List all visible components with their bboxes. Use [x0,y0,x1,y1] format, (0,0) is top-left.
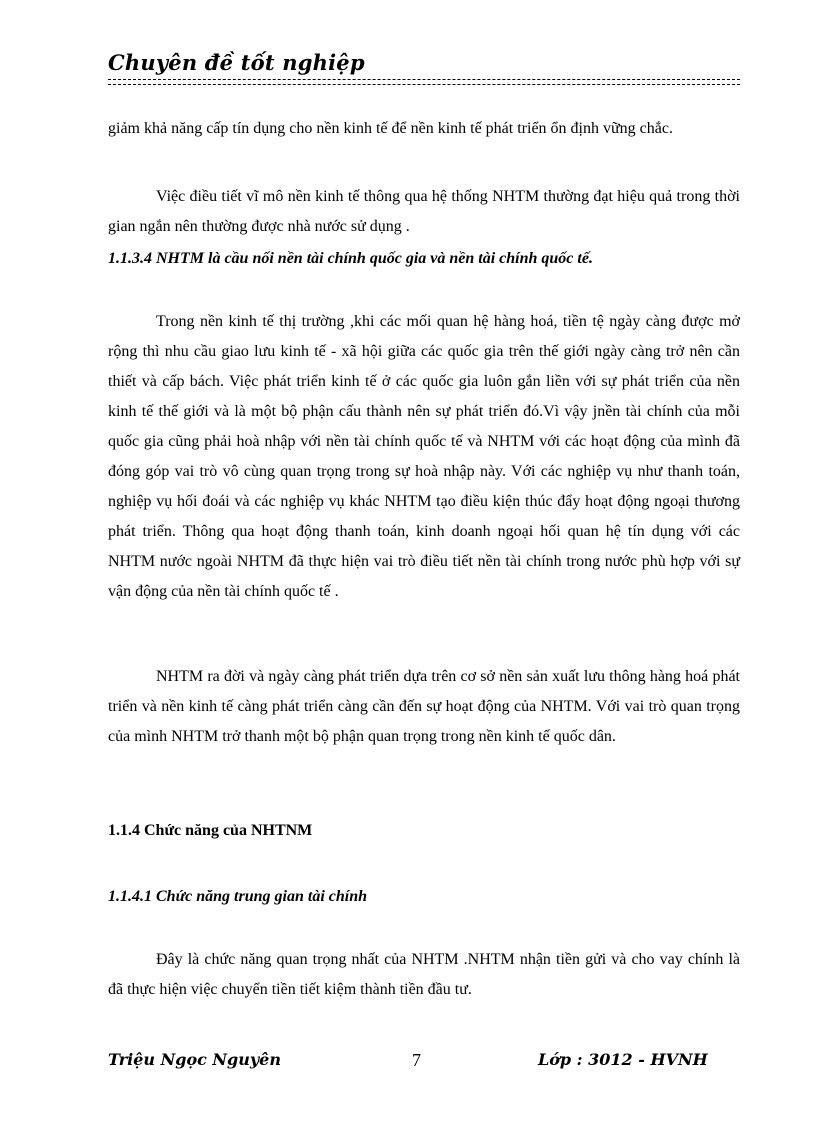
section-heading-1-1-3-4: 1.1.3.4 NHTM là cầu nối nền tài chính quốc gia và nền tài chính quốc tế. [108,250,593,267]
section-heading-1-1-4: 1.1.4 Chức năng của NHTNM [108,822,313,839]
page-number: 7 [412,1050,421,1070]
section-heading-1-1-4-1: 1.1.4.1 Chức năng trung gian tài chính [108,888,367,905]
document-header-title: Chuyên đề tốt nghiệp [108,50,365,75]
header-divider-top [108,79,740,80]
header-divider-bottom [108,84,740,85]
footer-class-label: Lớp : 3012 - HVNH [538,1050,708,1069]
footer-author: Triệu Ngọc Nguyên [108,1050,281,1069]
paragraph-nhtm-development: NHTM ra đời và ngày càng phát triển dựa trên cơ sở nền sản xuất lưu thông hàng hoá phát triển và nền kinh tế càng phát triển càng cần đến sự hoạt động của NHTM. Với vai trò quan trọng của mình NHTM trở thanh một bộ phận quan trọng trong nền kinh tế quốc dân. [108,668,740,745]
paragraph-continuation: giảm khả năng cấp tín dụng cho nền kinh tế để nền kinh tế phát triển ổn định vững chắc. [108,120,673,137]
paragraph-financial-bridge: Trong nền kinh tế thị trường ,khi các mối quan hệ hàng hoá, tiền tệ ngày càng được mở rộng thì nhu cầu giao lưu kinh tế - xã hội giữa các quốc gia trên thế giới ngày càng trở nên cần thiết và cấp bách. Việc phát triển kinh tế ở các quốc gia luôn gắn liền với sự phát triển của nền kinh tế thế giới và là một bộ phận cấu thành nên sự phát triển đó.Vì vậy jnền tài chính của mỗi quốc gia cũng phải hoà nhập với nền tài chính quốc tế và NHTM với các hoạt động của mình đã đóng góp vai trò vô cùng quan trọng trong sự hoà nhập này. Với các nghiệp vụ như thanh toán, nghiệp vụ hối đoái và các nghiệp vụ khác NHTM tạo điều kiện thúc đẩy hoạt động ngoại thương phát triển. Thông qua hoạt động thanh toán, kinh doanh ngoại hối quan hệ tín dụng với các NHTM nước ngoài NHTM đã thực hiện vai trò điều tiết nền tài chính trong nước phù hợp với sự vận động của nền tài chính quốc tế . [108,313,740,600]
paragraph-macro-regulation: Việc điều tiết vĩ mô nền kinh tế thông qua hệ thống NHTM thường đạt hiệu quả trong thời gian ngắn nên thường được nhà nước sử dụng . [108,188,740,235]
paragraph-financial-intermediary: Đây là chức năng quan trọng nhất của NHTM .NHTM nhận tiền gửi và cho vay chính là đã thực hiện việc chuyển tiền tiết kiệm thành tiền đầu tư. [108,951,740,998]
